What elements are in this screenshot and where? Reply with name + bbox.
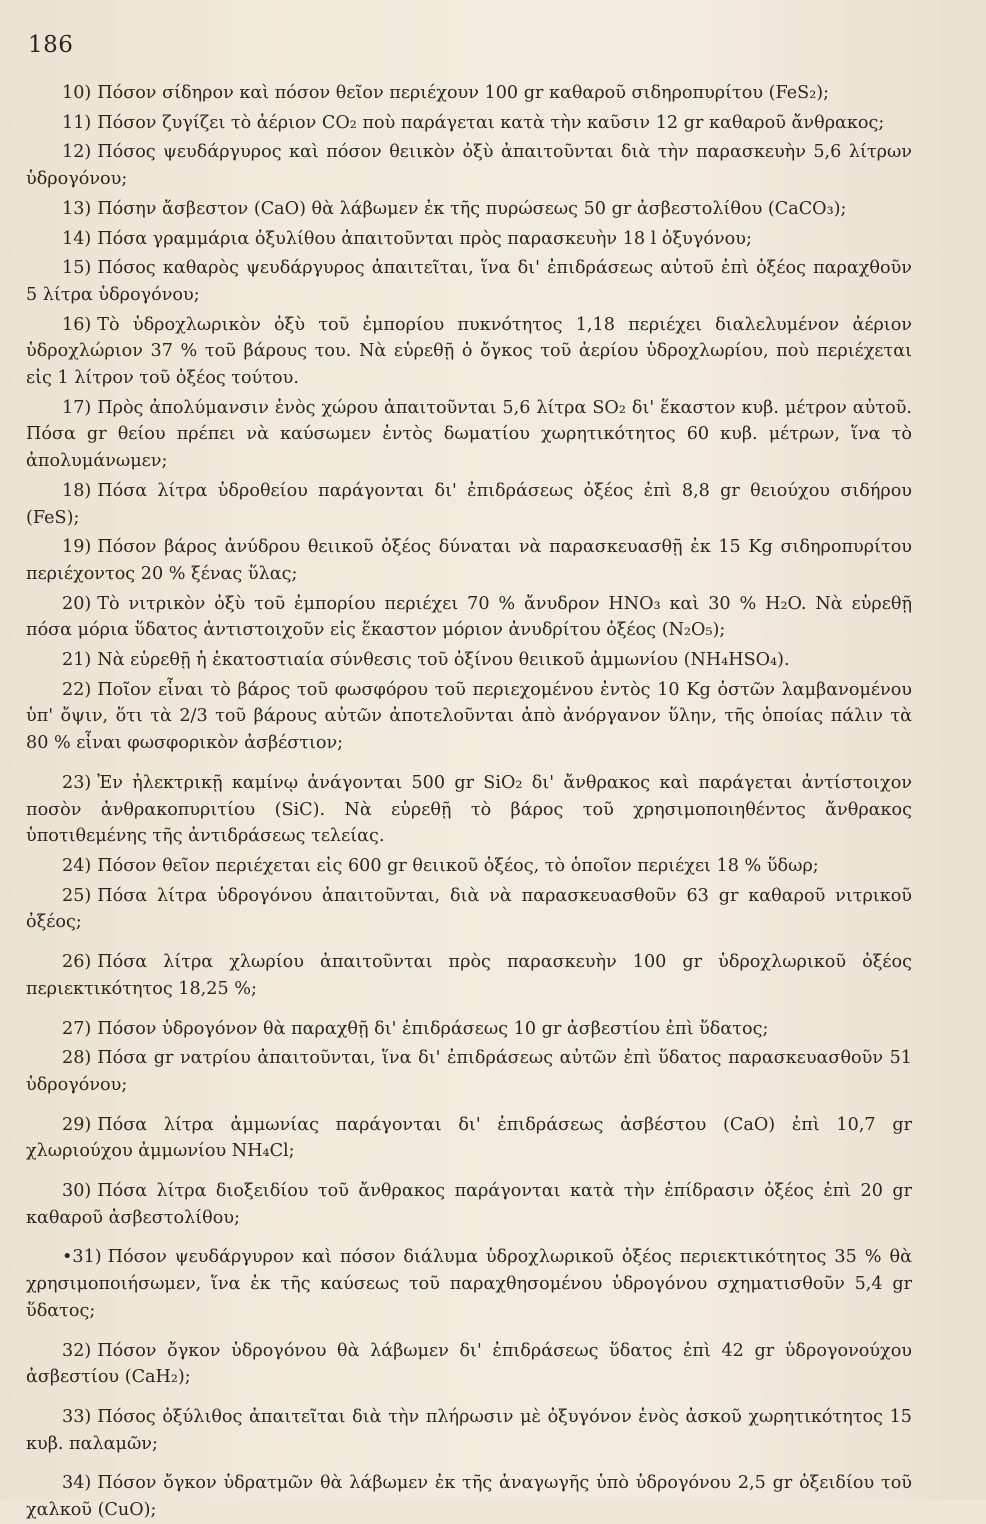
problem-item (26, 139, 912, 192)
problem-item (26, 312, 912, 392)
problem-number: 29) (62, 1114, 92, 1135)
problem-item (26, 647, 912, 674)
problem-item (26, 395, 912, 475)
problem-text: Πόσος ὀξύλιθος ἀπαιτεῖται διὰ τὴν πλήρωσιν μὲ ὀξυγόνον ἑνὸς ἀσκοῦ χωρητικότητος 15 κυβ. παλαμῶν; (26, 1406, 912, 1454)
problem-number: 18) (62, 480, 92, 501)
problem-text: Πόσον ὄγκον ὑδρογόνου θὰ λάβωμεν δι' ἐπιδράσεως ὕδατος ἐπὶ 42 gr ὑδρογονούχου ἀσβεστίου (CaH₂); (26, 1340, 912, 1388)
problem-item (26, 677, 912, 757)
problem-text: Πόσον ζυγίζει τὸ ἀέριον CO₂ ποὺ παράγεται κατὰ τὴν καῦσιν 12 gr καθαροῦ ἄνθρακος; (97, 112, 885, 133)
problem-item (26, 1178, 912, 1231)
problem-item (26, 196, 912, 223)
problem-text: Πόσα gr νατρίου ἀπαιτοῦνται, ἵνα δι' ἐπιδράσεως αὐτῶν ἐπὶ ὕδατος παρασκευασθοῦν 51 ὑδρογόνου; (26, 1048, 912, 1095)
problem-text: Πόσα λίτρα ἀμμωνίας παράγονται δι' ἐπιδράσεως ἀσβέστου (CaO) ἐπὶ 10,7 gr χλωριούχου ἀμμωνίου NH₄Cl; (26, 1114, 912, 1162)
problem-number: 16) (62, 314, 92, 335)
problem-number: 30) (62, 1181, 92, 1202)
problem-number: 28) (62, 1048, 92, 1069)
problem-number: 26) (62, 952, 92, 973)
problem-text: Πόσον σίδηρον καὶ πόσον θεῖον περιέχουν 100 gr καθαροῦ σιδηροπυρίτου (FeS₂); (97, 83, 830, 103)
problem-item (26, 1338, 912, 1391)
problem-text: Πρὸς ἀπολύμανσιν ἑνὸς χώρου ἀπαιτοῦνται 5,6 λίτρα SO₂ δι' ἕκαστον κυβ. μέτρον αὐτοῦ. Πόσα gr θείου πρέπει νὰ καύσωμεν ἐντὸς δωματίου χωρητικότητος 60 κυβ. μέτρων, ἵνα τὸ ἀπολυμάνωμεν; (26, 397, 912, 472)
problem-text: Πόσος καθαρὸς ψευδάργυρος ἀπαιτεῖται, ἵνα δι' ἐπιδράσεως αὐτοῦ ἐπὶ ὀξέος παραχθοῦν 5 λίτρα ὑδρογόνου; (26, 258, 912, 305)
problem-item (26, 853, 912, 880)
problem-text: Πόσον βάρος ἀνύδρου θειικοῦ ὀξέος δύναται νὰ παρασκευασθῇ ἐκ 15 Kg σιδηροπυρίτου περιέχοντος 20 % ξένας ὕλας; (26, 537, 912, 584)
problem-item (26, 1244, 912, 1324)
problem-number: 14) (62, 228, 92, 249)
problem-item (26, 534, 912, 587)
problem-item (26, 80, 912, 107)
problem-item (26, 883, 912, 936)
problem-number: 10) (62, 83, 92, 103)
problem-item (26, 1016, 912, 1043)
problem-number: 17) (62, 397, 92, 418)
problem-number: 34) (62, 1473, 92, 1494)
problem-number: 24) (62, 855, 92, 876)
problem-item (26, 1045, 912, 1098)
problem-item (26, 226, 912, 253)
page-number: 186 (28, 32, 74, 58)
problem-item (26, 110, 912, 137)
problem-number: 11) (62, 112, 92, 133)
problem-number: 20) (62, 593, 92, 614)
problem-item (26, 1112, 912, 1165)
problem-text: Τὸ νιτρικὸν ὀξὺ τοῦ ἐμπορίου περιέχει 70 % ἄνυδρον HNO₃ καὶ 30 % H₂O. Νὰ εὑρεθῇ πόσα μόρια ὕδατος ἀντιστοιχοῦν εἰς ἕκαστον μόριον ἀνυδρίτου ὀξέος (N₂O₅); (26, 593, 912, 641)
problem-text: Πόσα γραμμάρια ὀξυλίθου ἀπαιτοῦνται πρὸς παρασκευὴν 18 l ὀξυγόνου; (97, 228, 752, 249)
problem-text: Πόσον θεῖον περιέχεται εἰς 600 gr θειικοῦ ὀξέος, τὸ ὁποῖον περιέχει 18 % ὕδωρ; (97, 855, 819, 876)
problem-item (26, 591, 912, 644)
problem-item (26, 1404, 912, 1457)
problem-number: 12) (62, 142, 92, 163)
problem-item (26, 770, 912, 850)
problem-number: 32) (62, 1340, 92, 1361)
problem-text: Νὰ εὑρεθῇ ἡ ἑκατοστιαία σύνθεσις τοῦ ὀξίνου θειικοῦ ἀμμωνίου (NH₄HSO₄). (97, 650, 790, 671)
problem-number: 19) (62, 537, 92, 558)
problem-item (26, 1470, 912, 1523)
problem-number: 21) (62, 650, 92, 671)
problem-number: 23) (62, 772, 92, 793)
problem-number: 33) (62, 1406, 92, 1427)
problem-text: Τὸ ὑδροχλωρικὸν ὀξὺ τοῦ ἐμπορίου πυκνότητος 1,18 περιέχει διαλελυμένον ἀέριον ὑδροχλώριον 37 % τοῦ βάρους του. Νὰ εὑρεθῇ ὁ ὄγκος τοῦ ἀερίου ὑδροχλωρίου, ποὺ περιέχεται εἰς 1 λίτρον τοῦ ὀξέος τούτου. (26, 314, 912, 389)
problem-text: Πόσα λίτρα διοξειδίου τοῦ ἄνθρακος παράγονται κατὰ τὴν ἐπίδρασιν ὀξέος ἐπὶ 20 gr καθαροῦ ἀσβεστολίθου; (26, 1181, 912, 1228)
problem-text: Πόσον ὄγκον ὑδρατμῶν θὰ λάβωμεν ἐκ τῆς ἀναγωγῆς ὑπὸ ὑδρογόνου 2,5 gr ὀξειδίου τοῦ χαλκοῦ (CuO); (26, 1473, 912, 1521)
problem-text: Πόσος ψευδάργυρος καὶ πόσον θειικὸν ὀξὺ ἀπαιτοῦνται διὰ τὴν παρασκευὴν 5,6 λίτρων ὑδρογόνου; (26, 142, 912, 190)
problem-number: 27) (62, 1018, 92, 1039)
problem-number: 25) (62, 885, 92, 906)
problem-list (26, 80, 912, 1524)
problem-text: Ἐν ἠλεκτρικῇ καμίνῳ ἀνάγονται 500 gr SiO₂ δι' ἄνθρακος καὶ παράγεται ἀντίστοιχον ποσὸν ἀνθρακοπυριτίου (SiC). Νὰ εὑρεθῇ τὸ βάρος τοῦ χρησιμοποιηθέντος ἄνθρακος ὑποτιθεμένης τῆς ἀντιδράσεως τελείας. (26, 772, 912, 847)
problem-text: Πόσον ὑδρογόνον θὰ παραχθῇ δι' ἐπιδράσεως 10 gr ἀσβεστίου ἐπὶ ὕδατος; (97, 1018, 769, 1039)
problem-text: Πόσον ψευδάργυρον καὶ πόσον διάλυμα ὑδροχλωρικοῦ ὀξέος περιεκτικότητος 35 % θὰ χρησιμοποιήσωμεν, ἵνα ἐκ τῆς καύσεως τοῦ παραχθησομένου ὑδρογόνου σχηματισθοῦν 5,4 gr ὕδατος; (26, 1247, 912, 1321)
problem-text: Ποῖον εἶναι τὸ βάρος τοῦ φωσφόρου τοῦ περιεχομένου ἐντὸς 10 Kg ὀστῶν λαμβανομένου ὑπ' ὄψιν, ὅτι τὰ 2/3 τοῦ βάρους αὐτῶν ἀποτελοῦνται ἀπὸ ἀνόργανον ὕλην, τῆς ὁποίας πάλιν τὰ 80 % εἶναι φωσφορικὸν ἀσβέστιον; (26, 679, 912, 754)
problem-number: 22) (62, 679, 92, 700)
problem-text: Πόσην ἄσβεστον (CaO) θὰ λάβωμεν ἐκ τῆς πυρώσεως 50 gr ἀσβεστολίθου (CaCO₃); (97, 198, 847, 219)
problem-number: 15) (62, 258, 92, 279)
problem-text: Πόσα λίτρα χλωρίου ἀπαιτοῦνται πρὸς παρασκευὴν 100 gr ὑδροχλωρικοῦ ὀξέος περιεκτικότητος 18,25 %; (26, 952, 912, 999)
problem-item (26, 949, 912, 1002)
problem-number: 13) (62, 198, 92, 219)
problem-number: •31) (62, 1247, 102, 1268)
problem-item (26, 478, 912, 531)
problem-text: Πόσα λίτρα ὑδρογόνου ἀπαιτοῦνται, διὰ νὰ παρασκευασθοῦν 63 gr καθαροῦ νιτρικοῦ ὀξέος; (26, 885, 912, 933)
problem-item (26, 255, 912, 308)
problem-text: Πόσα λίτρα ὑδροθείου παράγονται δι' ἐπιδράσεως ὀξέος ἐπὶ 8,8 gr θειούχου σιδήρου (FeS); (26, 480, 912, 528)
